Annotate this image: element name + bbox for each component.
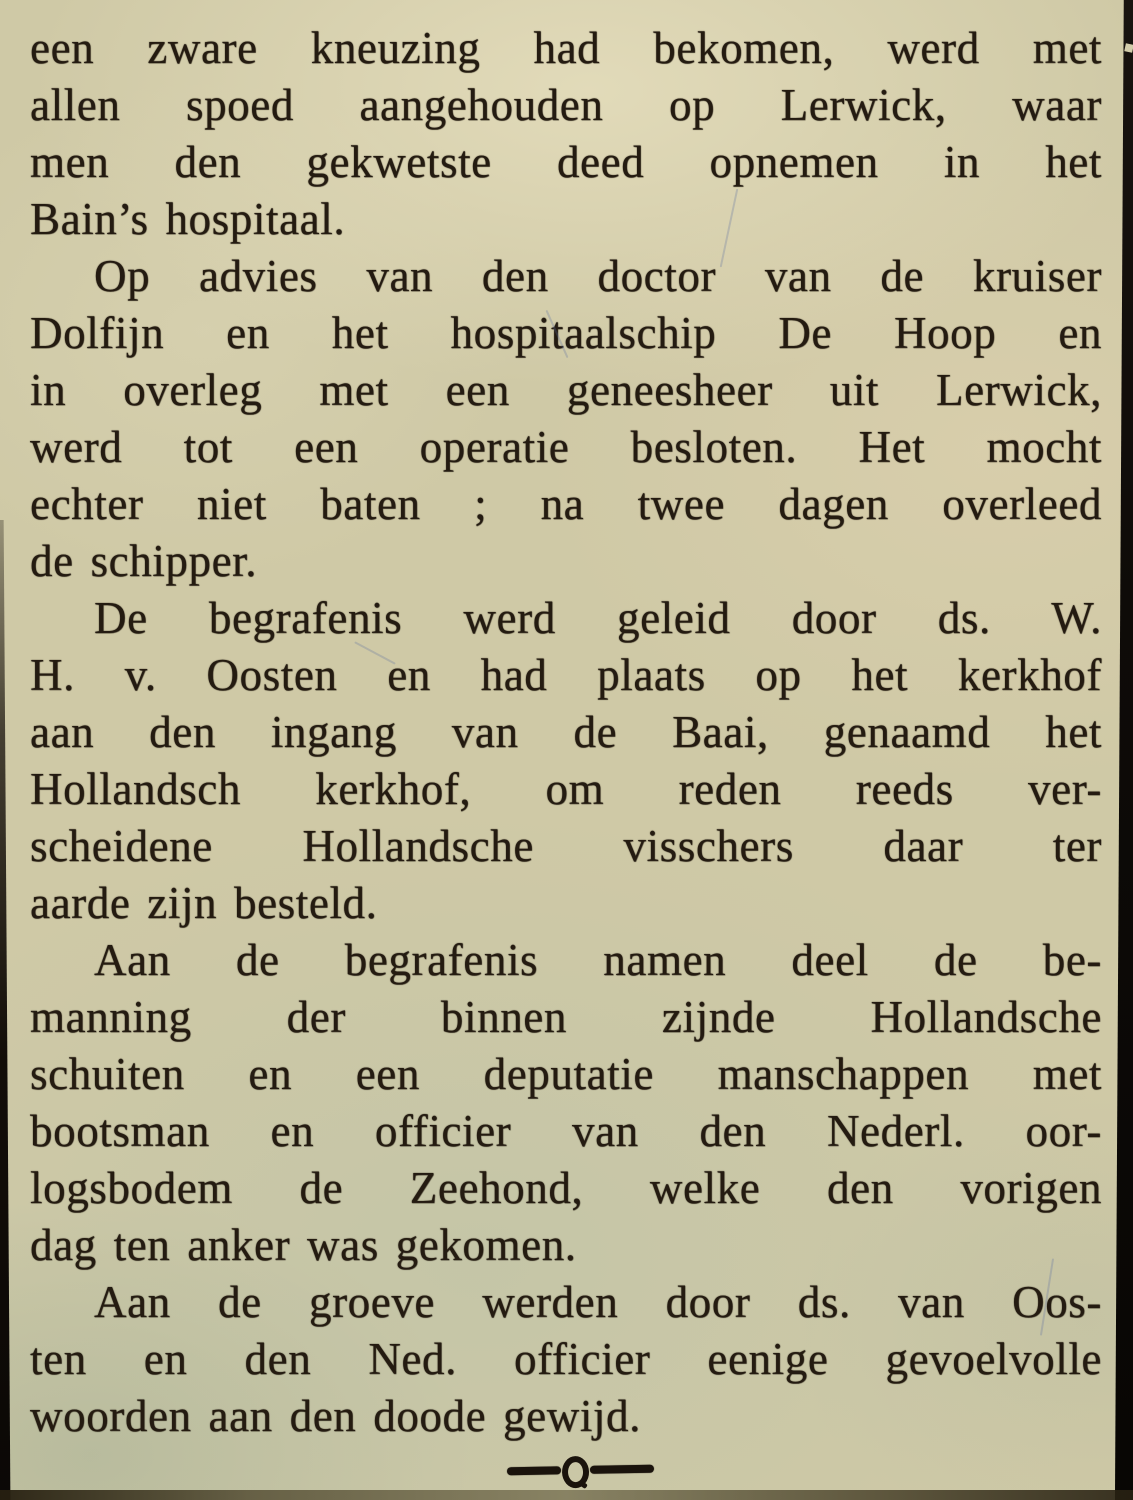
text-line: Aan de begrafenis namen deel de be- xyxy=(94,935,1102,985)
text-line: Dolfijn en het hospitaalschip De Hoop en xyxy=(30,308,1102,358)
text-line: echter niet baten ; na twee dagen overleed xyxy=(30,479,1102,529)
divider-dash-left xyxy=(507,1466,561,1475)
text-line: een zware kneuzing had bekomen, werd met xyxy=(30,23,1102,73)
text-line: dag ten anker was gekomen. xyxy=(30,1220,577,1270)
text-line: aan den ingang van de Baai, genaamd het xyxy=(30,707,1102,757)
text-line: werd tot een operatie besloten. Het mocht xyxy=(30,422,1102,472)
text-line: Bain’s hospitaal. xyxy=(30,194,346,244)
column-rule-right-gap xyxy=(1124,43,1133,52)
text-line: in overleg met een geneesheer uit Lerwick, xyxy=(30,365,1102,415)
text-line: Op advies van den doctor van de kruiser xyxy=(94,251,1102,301)
text-line: bootsman en officier van den Nederl. oor- xyxy=(30,1106,1102,1156)
text-line: H. v. Oosten en had plaats op het kerkhof xyxy=(30,650,1102,700)
text-line: aarde zijn besteld. xyxy=(30,878,378,928)
text-line: woorden aan den doode gewijd. xyxy=(30,1391,641,1441)
text-line: De begrafenis werd geleid door ds. W. xyxy=(94,593,1102,643)
text-line: allen spoed aangehouden op Lerwick, waar xyxy=(30,80,1102,130)
text-line: scheidene Hollandsche visschers daar ter xyxy=(30,821,1102,871)
text-line: logsbodem de Zeehond, welke den vorigen xyxy=(30,1163,1102,1213)
text-line: men den gekwetste deed opnemen in het xyxy=(30,137,1102,187)
divider-dash-right xyxy=(590,1465,654,1474)
text-line: ten en den Ned. officier eenige gevoelvolle xyxy=(30,1334,1102,1384)
text-line: manning der binnen zijnde Hollandsche xyxy=(30,992,1102,1042)
divider-circle xyxy=(562,1456,590,1488)
page-edge-bottom xyxy=(0,1490,1133,1500)
text-line: Aan de groeve werden door ds. van Oos- xyxy=(94,1277,1102,1327)
column-rule-right xyxy=(1111,0,1133,1500)
divider-circle-tail xyxy=(578,1480,588,1489)
text-line: de schipper. xyxy=(30,536,258,586)
text-line: Hollandsch kerkhof, om reden reeds ver- xyxy=(30,764,1102,814)
article-column xyxy=(30,20,1102,1445)
text-line: schuiten en een deputatie manschappen met xyxy=(30,1049,1102,1099)
column-rule-left xyxy=(0,520,13,1500)
